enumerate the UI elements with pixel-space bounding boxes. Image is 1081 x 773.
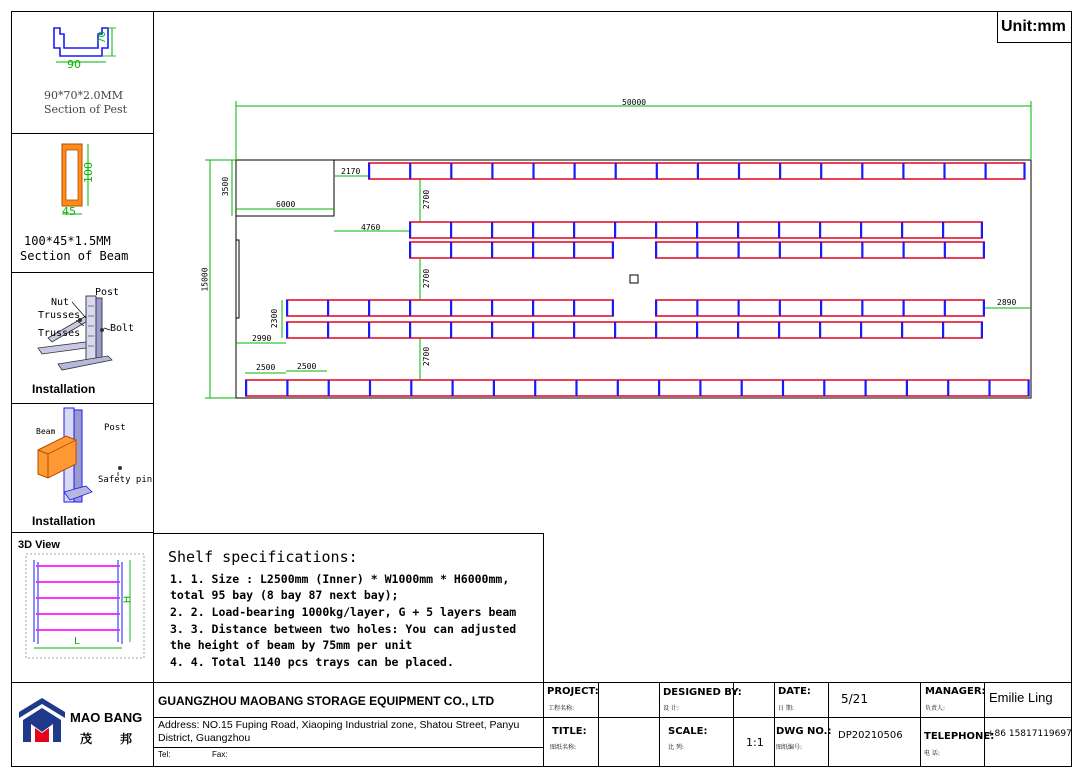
install1-post-label: Post <box>95 287 120 298</box>
rack-bay <box>778 222 819 238</box>
rack-bay <box>779 242 820 258</box>
rack-bay <box>820 300 861 316</box>
unit-label: Unit:mm <box>1001 18 1066 35</box>
rack-bay <box>860 222 901 238</box>
spec-line-3: 2. 2. Load-bearing 1000kg/layer, G + 5 layers beam <box>170 605 517 619</box>
beam-caption: Section of Beam <box>20 249 129 263</box>
scale-value: 1:1 <box>746 736 764 749</box>
rack-bay <box>534 380 575 396</box>
rack-bay <box>819 222 860 238</box>
rack-bay <box>902 163 943 179</box>
logo-cn2: 邦 <box>120 732 133 746</box>
rack-bay <box>820 163 861 179</box>
designed-label: DESIGNED BY: <box>663 687 742 698</box>
rack-bay <box>574 163 615 179</box>
rack-end-upright <box>612 300 614 316</box>
rack-bay <box>491 222 532 238</box>
rack-bay <box>782 380 823 396</box>
rack-bay <box>656 163 697 179</box>
rack-bay <box>409 242 450 258</box>
dim-2990-label: 2990 <box>252 334 272 343</box>
fax-label: Fax: <box>212 750 228 759</box>
rack-row <box>409 222 983 238</box>
rack-bay <box>491 163 532 179</box>
view3d-l-label: L <box>74 636 80 647</box>
rack-bay <box>286 322 327 338</box>
rack-bay <box>860 322 901 338</box>
rack-bay <box>696 322 737 338</box>
rack-bay <box>865 380 906 396</box>
rack-bay <box>491 300 532 316</box>
rack-bay <box>819 322 860 338</box>
dim-2500-b-label: 2500 <box>297 362 317 371</box>
rack-bay <box>409 163 450 179</box>
rack-bay <box>327 300 368 316</box>
spec-line-4: 3. 3. Distance between two holes: You can adjusted <box>170 622 517 636</box>
project-sub: 工程名称: <box>548 705 575 712</box>
specs-title: Shelf specifications: <box>168 548 358 566</box>
rack-row <box>286 300 614 316</box>
rack-bay <box>738 163 779 179</box>
rack-bay <box>532 322 573 338</box>
install1-bolt-label: Bolt <box>110 323 135 334</box>
rack-bay <box>493 380 534 396</box>
dim-2300-label: 2300 <box>270 308 280 329</box>
logo-text: MAO BANG <box>70 710 143 725</box>
rack-bay <box>327 322 368 338</box>
rack-end-upright <box>612 242 614 258</box>
rack-bay <box>901 322 942 338</box>
rack-bay <box>696 222 737 238</box>
rack-bay <box>368 322 409 338</box>
rack-bay <box>532 300 573 316</box>
title-label: TITLE: <box>552 726 587 737</box>
rack-end-upright <box>983 300 985 316</box>
rack-bay <box>328 380 369 396</box>
rack-bay <box>452 380 493 396</box>
rack-bay <box>779 300 820 316</box>
rack-bay <box>369 380 410 396</box>
rack-row <box>655 242 985 258</box>
spec-line-2: total 95 bay (8 bay 87 next bay); <box>170 588 399 602</box>
project-label: PROJECT: <box>547 686 599 697</box>
rack-bay <box>942 222 983 238</box>
rack-row <box>409 242 614 258</box>
rack-bay <box>450 242 491 258</box>
install2-pin-label: Safety pin <box>98 475 153 485</box>
maobang-logo-icon <box>17 696 67 744</box>
rack-bay <box>944 300 985 316</box>
rack-bay <box>696 300 737 316</box>
rack-bay <box>450 322 491 338</box>
view3d-h-label: H <box>122 595 134 604</box>
manager-label: MANAGER: <box>925 686 986 697</box>
rack-bay <box>450 222 491 238</box>
rack-end-upright <box>1023 163 1025 179</box>
telephone-label: TELEPHONE: <box>924 731 995 742</box>
rack-bay <box>615 163 656 179</box>
rack-end-upright <box>981 322 983 338</box>
spec-line-1: 1. 1. Size : L2500mm (Inner) * W1000mm * H6000mm, <box>170 572 510 586</box>
rack-bay <box>409 300 450 316</box>
date-label: DATE: <box>778 686 811 697</box>
install1-title: Installation <box>32 382 96 396</box>
install2-beam-label: Beam <box>36 427 56 436</box>
view3d-drawing <box>24 552 146 660</box>
install1-nut-label: Nut <box>51 297 70 308</box>
post-height-label: 70 <box>96 31 108 44</box>
spec-line-5: the height of beam by 75mm per unit <box>170 638 413 652</box>
post-caption: Section of Pest <box>44 103 128 116</box>
telephone-sub: 电 话: <box>924 750 940 757</box>
manager-value: Emilie Ling <box>989 690 1053 705</box>
install1-trusses2-label: Trusses <box>38 328 81 339</box>
dim-2500-a-label: 2500 <box>256 363 276 372</box>
rack-end-upright <box>981 222 983 238</box>
beam-dims: 100*45*1.5MM <box>24 234 111 248</box>
rack-bay <box>368 163 409 179</box>
rack-end-upright <box>983 242 985 258</box>
rack-bay <box>573 222 614 238</box>
dim-office-length-label: 6000 <box>276 200 296 209</box>
title-value-cell <box>598 717 660 767</box>
tel-label: Tel: <box>158 750 171 759</box>
beam-width-label: 45 <box>62 205 76 218</box>
rack-bay <box>988 380 1029 396</box>
dim-2700-a-label: 2700 <box>422 189 432 210</box>
rack-bay <box>903 300 944 316</box>
rack-bay <box>658 380 699 396</box>
rack-bay <box>738 242 779 258</box>
telephone-value: +86 15817119697 <box>987 729 1072 739</box>
date-value: 5/21 <box>841 692 868 706</box>
rack-bay <box>532 222 573 238</box>
rack-bay <box>532 163 573 179</box>
dim-2700-c-label: 2700 <box>422 346 432 367</box>
beam-height-label: 100 <box>82 162 95 183</box>
rack-bay <box>575 380 616 396</box>
dim-2700-b-label: 2700 <box>422 268 432 289</box>
rack-bay <box>861 163 902 179</box>
rack-bay <box>861 300 902 316</box>
rack-bay <box>409 222 450 238</box>
dim-2890-label: 2890 <box>997 298 1017 307</box>
rack-bay <box>368 300 409 316</box>
dwg-sub: 图纸编号: <box>776 744 803 751</box>
rack-bay <box>617 380 658 396</box>
rack-bay <box>737 322 778 338</box>
rack-bay <box>409 322 450 338</box>
rack-bay <box>491 242 532 258</box>
date-sub: 日 期: <box>778 705 794 712</box>
rack-bay <box>903 242 944 258</box>
rack-bay <box>655 300 696 316</box>
rack-bay <box>696 242 737 258</box>
rack-bay <box>245 380 286 396</box>
rack-bay <box>901 222 942 238</box>
rack-bay <box>491 322 532 338</box>
rack-bay <box>614 222 655 238</box>
rack-rows <box>245 163 1030 396</box>
view3d-title: 3D View <box>18 539 60 551</box>
column-marker <box>630 275 638 283</box>
rack-bay <box>944 242 985 258</box>
rack-bay <box>450 163 491 179</box>
rack-row <box>286 322 983 338</box>
post-width-label: 90 <box>67 58 81 71</box>
rack-bay <box>450 300 491 316</box>
rack-row <box>245 380 1030 396</box>
telephone-label-cell <box>920 717 985 767</box>
rack-bay <box>532 242 573 258</box>
rack-bay <box>614 322 655 338</box>
logo-cn1: 茂 <box>80 732 93 746</box>
title-sub: 图纸名称: <box>550 744 577 751</box>
project-value-cell <box>598 682 660 718</box>
manager-sub: 负责人: <box>925 705 946 712</box>
dwg-value-cell <box>828 717 921 767</box>
building-outline <box>236 160 1031 398</box>
rack-bay <box>655 242 696 258</box>
dim-overall-length-label: 50000 <box>622 98 647 107</box>
telephone-value-cell <box>984 717 1072 767</box>
rack-bay <box>779 163 820 179</box>
dim-overall-width-label: 15000 <box>200 267 210 292</box>
dim-overall-length <box>236 101 1031 160</box>
dim-office-depth-label: 3500 <box>221 176 231 197</box>
dwg-label: DWG NO.: <box>776 726 832 737</box>
rack-bay <box>820 242 861 258</box>
rack-bay <box>942 322 983 338</box>
rack-row <box>368 163 1026 179</box>
door <box>236 240 239 318</box>
rack-bay <box>573 300 614 316</box>
scale-label: SCALE: <box>668 726 708 737</box>
rack-bay <box>947 380 988 396</box>
dwg-value: DP20210506 <box>838 730 903 741</box>
rack-bay <box>943 163 984 179</box>
company-name: GUANGZHOU MAOBANG STORAGE EQUIPMENT CO., LTD <box>158 694 495 708</box>
rack-bay <box>410 380 451 396</box>
designed-sub: 设 计: <box>663 705 679 712</box>
rack-bay <box>741 380 782 396</box>
rack-bay <box>778 322 819 338</box>
address: Address: NO.15 Fuping Road, Xiaoping Industrial zone, Shatou Street, Panyu District, Guangzhou <box>158 719 520 744</box>
post-dims: 90*70*2.0MM <box>44 89 124 102</box>
rack-bay <box>697 163 738 179</box>
install2-post-label: Post <box>104 423 126 433</box>
dim-4760-label: 4760 <box>361 223 381 232</box>
rack-bay <box>906 380 947 396</box>
rack-bay <box>286 380 327 396</box>
rack-bay <box>655 322 696 338</box>
rack-bay <box>861 242 902 258</box>
rack-bay <box>738 300 779 316</box>
rack-bay <box>699 380 740 396</box>
rack-bay <box>573 322 614 338</box>
rack-end-upright <box>1028 380 1030 396</box>
dim-2170-label: 2170 <box>341 167 361 176</box>
rack-bay <box>737 222 778 238</box>
spec-line-6: 4. 4. Total 1140 pcs trays can be placed. <box>170 655 454 669</box>
install1-trusses1-label: Trusses <box>38 310 81 321</box>
rack-bay <box>573 242 614 258</box>
install2-title: Installation <box>32 514 96 528</box>
rack-bay <box>823 380 864 396</box>
rack-bay <box>286 300 327 316</box>
scale-sub: 比 列: <box>668 744 684 751</box>
rack-bay <box>985 163 1026 179</box>
rack-bay <box>655 222 696 238</box>
rack-row <box>655 300 985 316</box>
